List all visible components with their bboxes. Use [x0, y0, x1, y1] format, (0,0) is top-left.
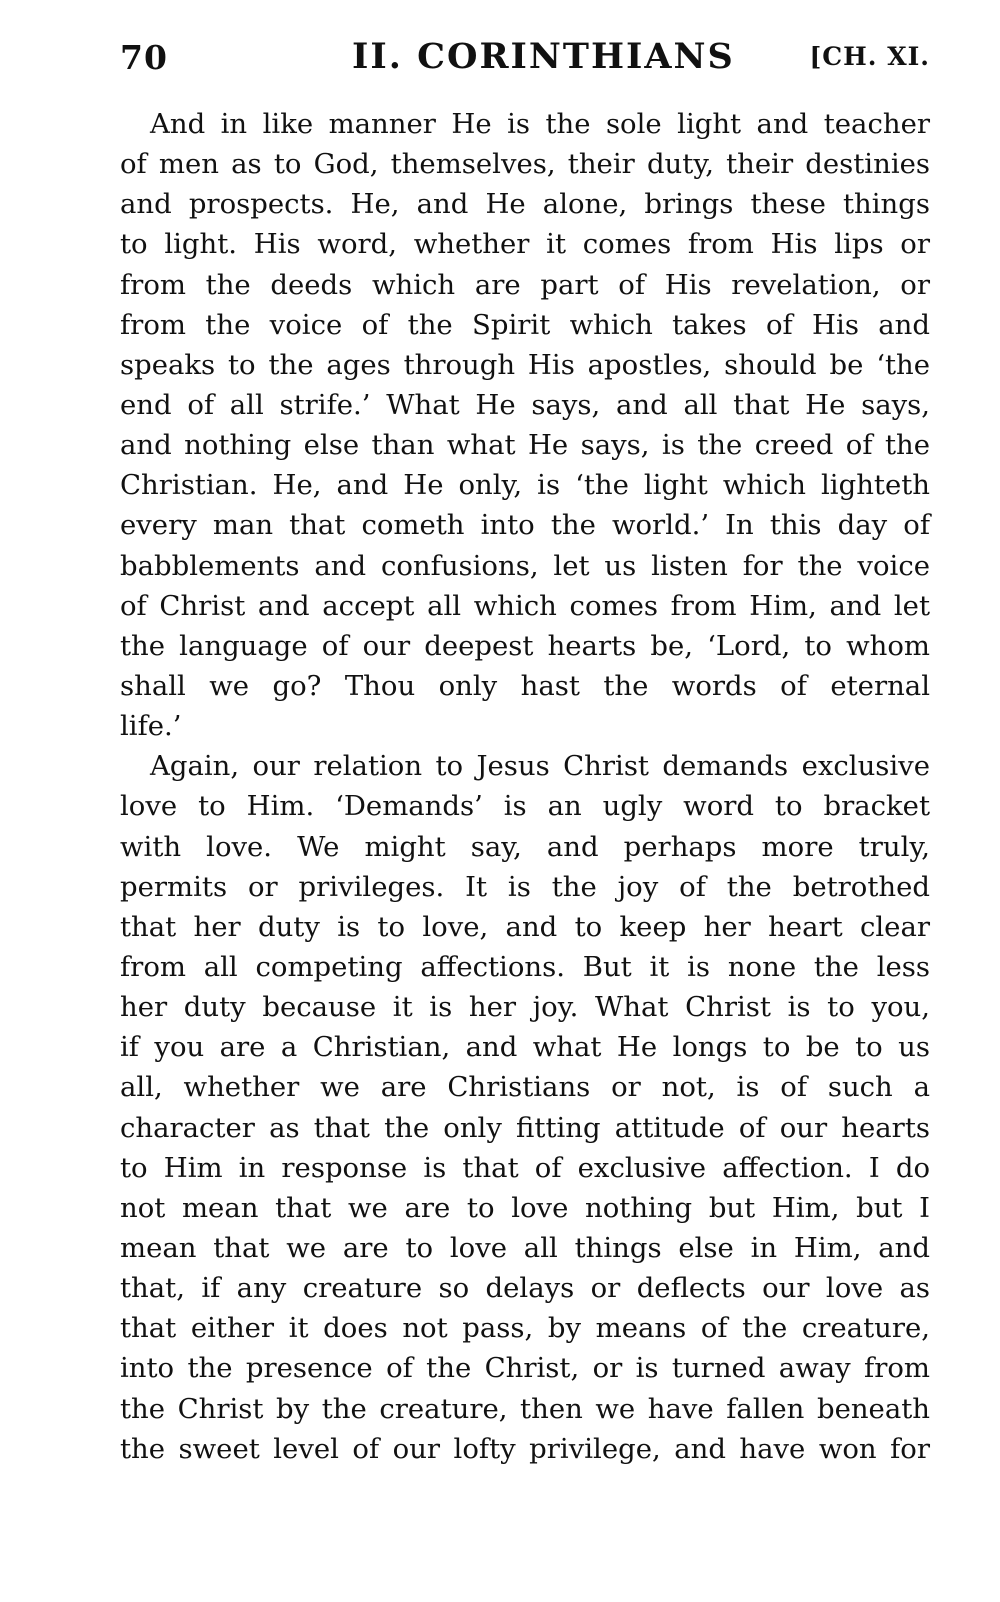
- running-header: [120, 30, 932, 90]
- text-line: from the deeds which are part of His revelation, or: [120, 268, 930, 301]
- text-line: the Christ by the creature, then we have fallen beneath: [120, 1392, 930, 1425]
- text-line: from all competing affections. But it is none the less: [120, 950, 930, 983]
- text-line: if you are a Christian, and what He longs to be to us: [120, 1031, 930, 1064]
- text-line: that either it does not pass, by means of the creature,: [120, 1312, 930, 1345]
- text-line: And in like manner He is the sole light and teacher: [150, 108, 930, 140]
- text-line: love to Him. ‘Demands’ is an ugly word to bracket: [120, 790, 930, 823]
- text-line: mean that we are to love all things else in Him, and: [120, 1231, 930, 1264]
- chapter-reference: [CH. XI.: [809, 42, 930, 71]
- body-text: [120, 104, 930, 1469]
- text-line: the language of our deepest hearts be, ‘Lord, to whom: [120, 629, 930, 662]
- text-line: and prospects. He, and He alone, brings these things: [120, 188, 930, 221]
- text-line: speaks to the ages through His apostles, should be ‘the: [120, 348, 930, 381]
- paragraph: [120, 104, 930, 746]
- text-line: and nothing else than what He says, is the creed of the: [120, 429, 930, 462]
- text-line: of men as to God, themselves, their duty, their destinies: [120, 148, 930, 181]
- text-line: permits or privileges. It is the joy of the betrothed: [120, 870, 930, 903]
- text-line: to Him in response is that of exclusive affection. I do: [120, 1151, 930, 1184]
- text-line: babblements and confusions, let us listen for the voice: [120, 549, 930, 582]
- text-line: to light. His word, whether it comes from His lips or: [120, 228, 930, 261]
- text-line: with love. We might say, and perhaps more truly,: [120, 830, 930, 863]
- paragraph: [120, 746, 930, 1469]
- text-line: shall we go? Thou only hast the words of eternal: [120, 669, 930, 702]
- text-line: that her duty is to love, and to keep her heart clear: [120, 910, 930, 943]
- text-line: not mean that we are to love nothing but Him, but I: [120, 1191, 930, 1224]
- text-line: character as that the only fitting attitude of our hearts: [120, 1111, 930, 1144]
- text-line: all, whether we are Christians or not, is of such a: [120, 1071, 930, 1104]
- text-line: of Christ and accept all which comes from Him, and let: [120, 589, 930, 622]
- text-line: Again, our relation to Jesus Christ demands exclusive: [150, 750, 930, 783]
- text-line: from the voice of the Spirit which takes of His and: [120, 308, 930, 341]
- text-line: end of all strife.’ What He says, and all that He says,: [120, 388, 930, 421]
- text-line: her duty because it is her joy. What Christ is to you,: [120, 991, 930, 1024]
- page-number: 70: [120, 38, 168, 77]
- text-line: Christian. He, and He only, is ‘the light which lighteth: [120, 469, 930, 502]
- text-line: life.’: [120, 710, 182, 743]
- text-line: into the presence of the Christ, or is turned away from: [120, 1352, 930, 1385]
- text-line: every man that cometh into the world.’ In this day of: [120, 509, 930, 542]
- text-line: the sweet level of our lofty privilege, and have won for: [120, 1432, 930, 1465]
- text-line: that, if any creature so delays or deflects our love as: [120, 1272, 930, 1305]
- running-title: II. CORINTHIANS: [352, 36, 735, 77]
